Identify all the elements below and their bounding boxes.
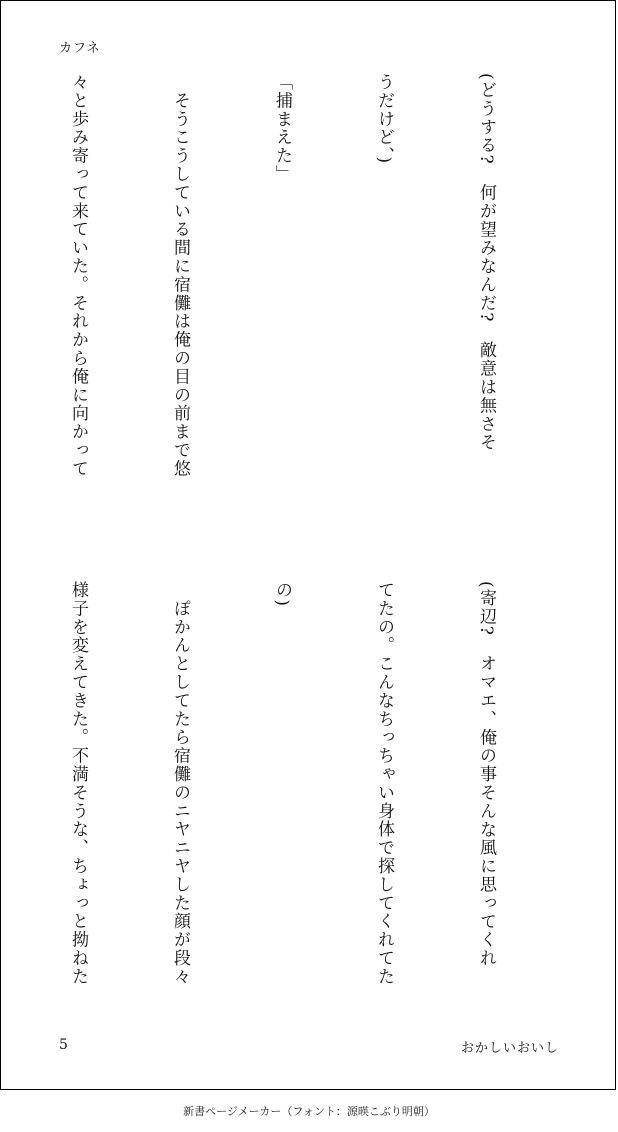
text-line: 「捕まえた」 xyxy=(272,73,292,184)
text-line: そうこうしている間に宿儺は俺の目の前まで悠 xyxy=(170,73,190,478)
running-title: カフネ xyxy=(59,41,101,56)
lower-text-block xyxy=(0,581,571,1011)
text-line: 々と歩み寄って来ていた。それから俺に向かって xyxy=(68,73,88,478)
text-line: うだけど、) xyxy=(374,73,394,165)
upper-text-block xyxy=(0,73,571,543)
generator-credit: 新書ページメーカー（フォント：源暎こぶり明朝） xyxy=(183,1105,435,1118)
text-line: 様子を変えてきた。不満そうな、ちょっと拗ねた xyxy=(68,581,88,986)
page-number: 5 xyxy=(59,1037,68,1053)
text-line: (寄辺? オマエ、俺の事そんな風に思ってくれ xyxy=(476,581,496,968)
text-line: の) xyxy=(272,581,292,608)
text-line: てたの。こんなちっちゃい身体で探してくれてた xyxy=(374,581,394,986)
text-line: (どうする? 何が望みなんだ? 敵意は無さそ xyxy=(476,73,496,452)
text-line: ぽかんとしてたら宿儺のニヤニヤした顔が段々 xyxy=(170,581,190,986)
book-author: おかしいおいし xyxy=(460,1041,559,1056)
